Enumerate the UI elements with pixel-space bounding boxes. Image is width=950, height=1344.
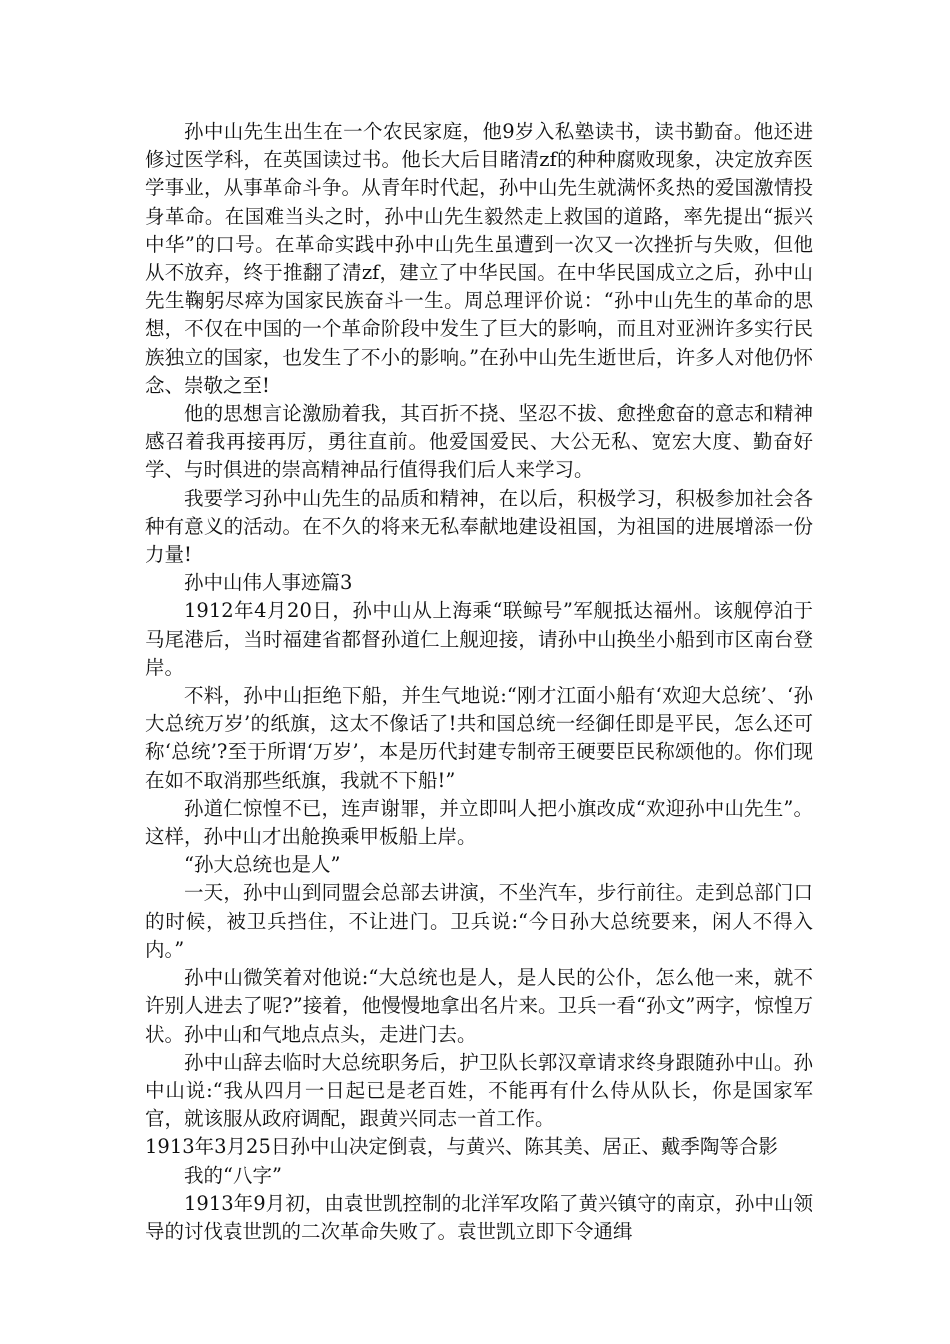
paragraph-public-servant: 孙中山微笑着对他说:“大总统也是人，是人民的公仆，怎么他一来，就不许别人进去了呢?”接着，他慢慢地拿出名片来。卫兵一看“孙文”两字，惊惶万状。孙中山和气地点点头，走进门去。 bbox=[145, 966, 813, 1046]
paragraph-flags-changed: 孙道仁惊惶不已，连声谢罪，并立即叫人把小旗改成“欢迎孙中山先生”。这样，孙中山才出舱换乘甲板船上岸。 bbox=[145, 796, 813, 849]
paragraph-photo-caption: 1913年3月25日孙中山决定倒袁，与黄兴、陈其美、居正、戴季陶等合影 bbox=[145, 1135, 778, 1159]
paragraph-fuzhou-arrival: 1912年4月20日，孙中山从上海乘“联鲸号”军舰抵达福州。该舰停泊于马尾港后，当时福建省都督孙道仁上舰迎接，请孙中山换坐小船到市区南台登岸。 bbox=[145, 599, 813, 679]
story-heading-president-is-human: “孙大总统也是人” bbox=[184, 853, 341, 877]
paragraph-inspiration: 他的思想言论激励着我，其百折不挠、坚忍不拔、愈挫愈奋的意志和精神感召着我再接再厉，勇往直前。他爱国爱民、大公无私、宽宏大度、勤奋好学、与时俱进的崇高精神品行值得我们后人来学习。 bbox=[145, 402, 813, 482]
section-heading-part-3: 孙中山伟人事迹篇3 bbox=[184, 571, 353, 595]
paragraph-guard-captain: 孙中山辞去临时大总统职务后，护卫队长郭汉章请求终身跟随孙中山。孙中山说:“我从四月一日起已是老百姓，不能再有什么侍从队长，你是国家军官，就该服从政府调配，跟黄兴同志一首工作。 bbox=[145, 1050, 813, 1131]
paragraph-guard-blocks: 一天，孙中山到同盟会总部去讲演，不坐汽车，步行前往。走到总部门口的时候，被卫兵挡住，不让进门。卫兵说:“今日孙大总统要来，闲人不得入内。” bbox=[145, 881, 813, 961]
document-page bbox=[145, 118, 813, 1246]
paragraph-second-revolution: 1913年9月初，由袁世凯控制的北洋军攻陷了黄兴镇守的南京，孙中山领导的讨伐袁世凯的二次革命失败了。袁世凯立即下令通缉 bbox=[145, 1191, 813, 1243]
paragraph-sun-biography: 孙中山先生出生在一个农民家庭，他9岁入私塾读书，读书勤奋。他还进修过医学科，在英国读过书。他长大后目睹清zf的种种腐败现象，决定放弃医学事业，从事革命斗争。从青年时代起，孙中山先生就满怀炙热的爱国激情投身革命。在国难当头之时，孙中山先生毅然走上救国的道路，率先提出“振兴中华”的口号。在革命实践中孙中山先生虽遭到一次又一次挫折与失败，但他从不放弃，终于推翻了清zf，建立了中华民国。在中华民国成立之后，孙中山先生鞠躬尽瘁为国家民族奋斗一生。周总理评价说：“孙中山先生的革命的思想，不仅在中国的一个革命阶段中发生了巨大的影响，而且对亚洲许多实行民族独立的国家，也发生了不小的影响。”在孙中山先生逝世后，许多人对他仍怀念、崇敬之至! bbox=[145, 120, 813, 397]
paragraph-resolution: 我要学习孙中山先生的品质和精神，在以后，积极学习，积极参加社会各种有意义的活动。在不久的将来无私奉献地建设祖国，为祖国的进展增添一份力量! bbox=[145, 486, 813, 567]
paragraph-refuse-flags: 不料，孙中山拒绝下船，并生气地说:“刚才江面小船有‘欢迎大总统’、‘孙大总统万岁’的纸旗，这太不像话了!共和国总统一经御任即是平民，怎么还可称‘总统’?至于所谓‘万岁’，本是历代封建专制帝王硬要臣民称颂他的。你们现在如不取消那些纸旗，我就不下船!” bbox=[145, 684, 813, 792]
story-heading-my-bazi: 我的“八字” bbox=[184, 1163, 282, 1187]
